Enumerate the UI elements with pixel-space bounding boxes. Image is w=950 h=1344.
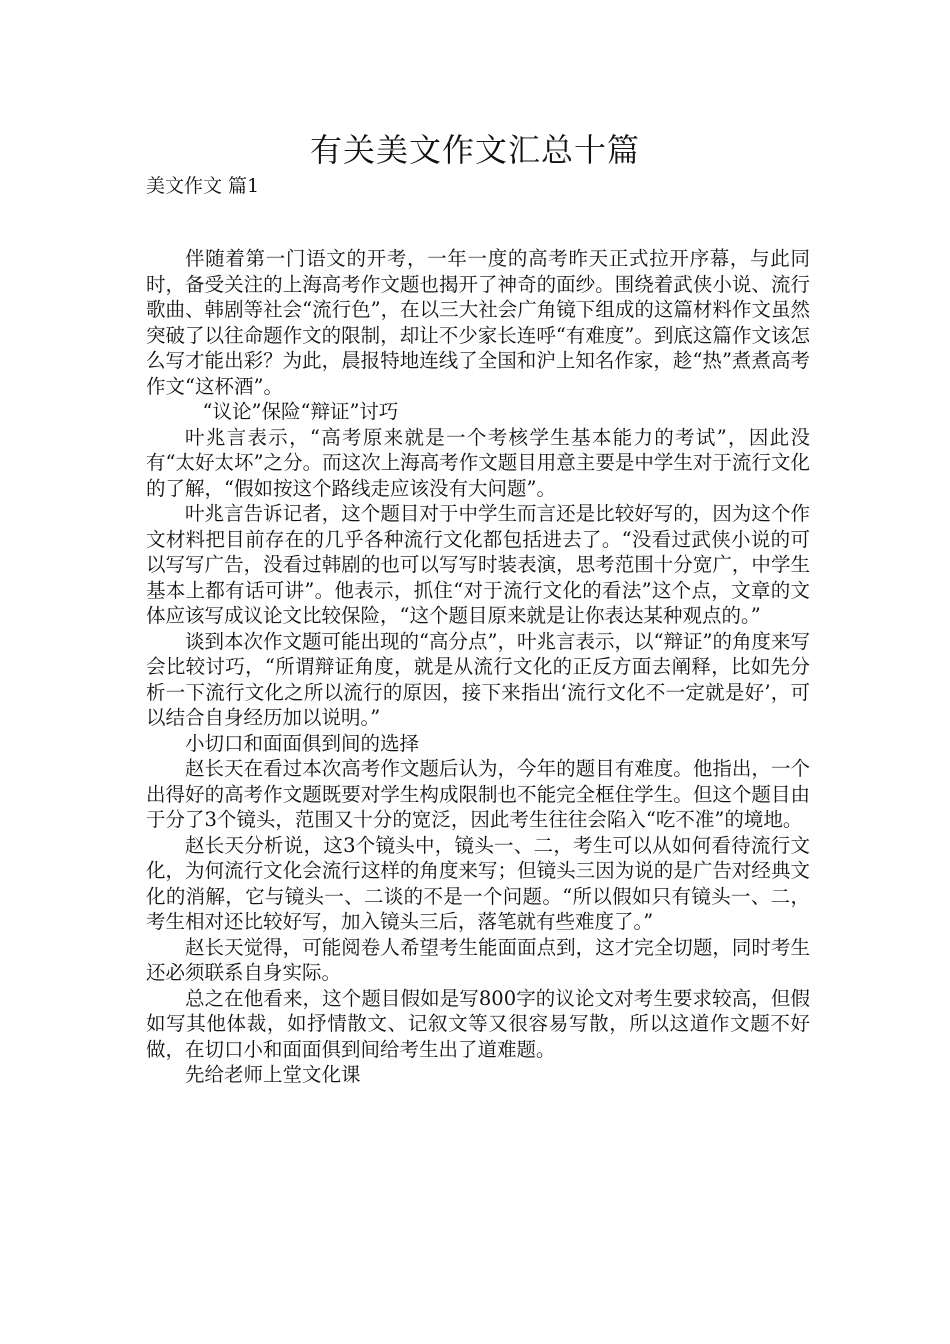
paragraph: 赵长天分析说，这3个镜头中，镜头一、二，考生可以从如何看待流行文化，为何流行文化会流行这样的角度来写；但镜头三因为说的是广告对经典文化的消解，它与镜头一、二谈的不是一个问题。“所以假如只有镜头一、二，考生相对还比较好写，加入镜头三后，落笔就有些难度了。” xyxy=(146,833,810,933)
paragraph: 叶兆言表示，“高考原来就是一个考核学生基本能力的考试”，因此没有“太好太坏”之分。而这次上海高考作文题目用意主要是中学生对于流行文化的了解，“假如按这个路线走应该没有大问题”。 xyxy=(146,425,810,500)
article-body xyxy=(146,246,810,1088)
paragraph: 叶兆言告诉记者，这个题目对于中学生而言还是比较好写的，因为这个作文材料把目前存在的几乎各种流行文化都包括进去了。“没看过武侠小说的可以写写广告，没看过韩剧的也可以写写时装表演，思考范围十分宽广，中学生基本上都有话可讲”。他表示，抓住“对于流行文化的看法”这个点，文章的文体应该写成议论文比较保险，“这个题目原来就是让你表达某种观点的。” xyxy=(146,502,810,627)
paragraph: 总之在他看来，这个题目假如是写800字的议论文对考生要求较高，但假如写其他体裁，如抒情散文、记叙文等又很容易写散，所以这道作文题不好做，在切口小和面面俱到间给考生出了道难题。 xyxy=(146,986,810,1061)
paragraph: 赵长天在看过本次高考作文题后认为，今年的题目有难度。他指出，一个出得好的高考作文题既要对学生构成限制也不能完全框住学生。但这个题目由于分了3个镜头，范围又十分的宽泛，因此考生往往会陷入“吃不准”的境地。 xyxy=(146,757,810,831)
document-title: 有关美文作文汇总十篇 xyxy=(309,131,640,169)
subheading-culture-class: 先给老师上堂文化课 xyxy=(185,1063,361,1086)
subheading-choice: 小切口和面面俱到间的选择 xyxy=(185,731,420,755)
paragraph: 谈到本次作文题可能出现的“高分点”，叶兆言表示，以“辩证”的角度来写会比较讨巧，“所谓辩证角度，就是从流行文化的正反方面去阐释，比如先分析一下流行文化之所以流行的原因，接下来指出‘流行文化不一定就是好’，可以结合自身经历加以说明。” xyxy=(146,629,810,729)
section-label: 美文作文 篇1 xyxy=(146,175,260,197)
paragraph: 赵长天觉得，可能阅卷人希望考生能面面点到，这才完全切题，同时考生还必须联系自身实际。 xyxy=(146,935,810,984)
paragraph-intro: 伴随着第一门语文的开考，一年一度的高考昨天正式拉开序幕，与此同时，备受关注的上海高考作文题也揭开了神奇的面纱。围绕着武侠小说、流行歌曲、韩剧等社会“流行色”，在以三大社会广角镜下组成的这篇材料作文虽然突破了以往命题作文的限制，却让不少家长连呼“有难度”。到底这篇作文该怎么写才能出彩？为此，晨报特地连线了全国和沪上知名作家，趁“热”煮煮高考作文“这杯酒”。 xyxy=(146,247,810,398)
subheading-debate: “议论”保险“辩证”讨巧 xyxy=(202,400,399,423)
